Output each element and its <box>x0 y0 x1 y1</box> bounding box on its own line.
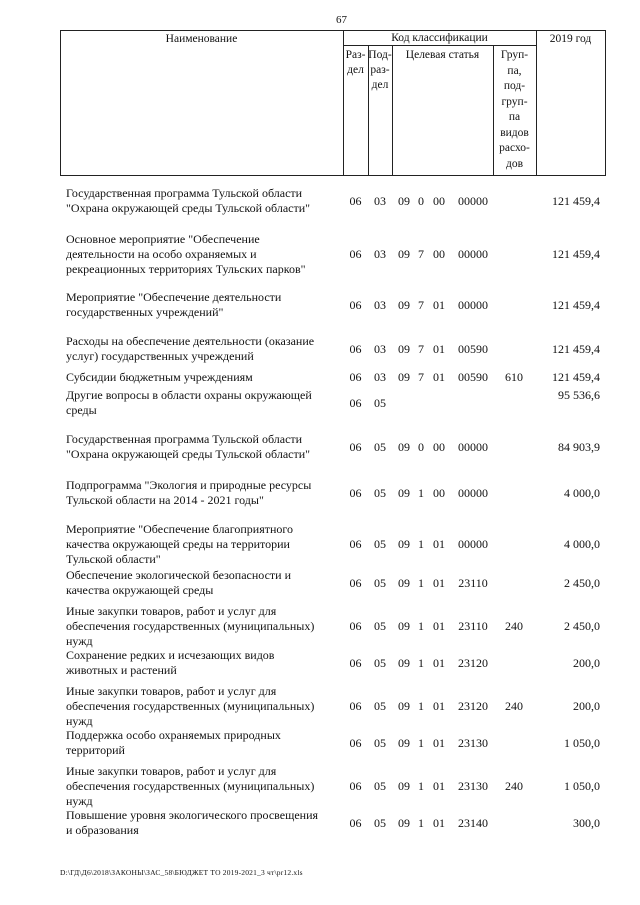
target-event-code: 01 <box>433 370 445 384</box>
row-name: Поддержка особо охраняемых природных территорий <box>66 728 281 757</box>
target-direction-code: 00000 <box>458 486 488 500</box>
amount-2019: 1 050,0 <box>564 736 600 750</box>
target-subprogram-code: 7 <box>418 298 424 312</box>
target-program-code: 09 <box>398 779 410 793</box>
amount-2019: 4 000,0 <box>564 486 600 500</box>
table-row <box>60 232 606 277</box>
target-program-code: 09 <box>398 537 410 551</box>
target-subprogram-code: 1 <box>418 736 424 750</box>
header-subsection: Под- раз- дел <box>368 49 392 91</box>
target-program-code: 09 <box>398 619 410 633</box>
section-code: 06 <box>349 298 362 312</box>
subsection-code: 05 <box>374 537 386 551</box>
target-direction-code: 23130 <box>458 736 488 750</box>
target-event-code: 01 <box>433 619 445 633</box>
subsection-code: 05 <box>374 656 386 670</box>
subsection-code: 03 <box>374 342 386 356</box>
subsection-code: 05 <box>374 440 386 454</box>
amount-2019: 4 000,0 <box>564 537 600 551</box>
target-direction-code: 00590 <box>458 370 488 384</box>
target-event-code: 00 <box>433 486 445 500</box>
section-code: 06 <box>349 736 362 750</box>
section-code: 06 <box>349 486 362 500</box>
subsection-code: 05 <box>374 736 386 750</box>
amount-2019: 200,0 <box>573 656 600 670</box>
target-direction-code: 23130 <box>458 779 488 793</box>
subsection-code: 03 <box>374 298 386 312</box>
target-subprogram-code: 7 <box>418 342 424 356</box>
target-event-code: 01 <box>433 779 445 793</box>
target-program-code: 09 <box>398 370 410 384</box>
header-bottom-border <box>60 175 606 176</box>
table-row <box>60 684 606 729</box>
header-code-group: Код классификации <box>391 32 488 44</box>
section-code: 06 <box>349 194 362 208</box>
amount-2019: 1 050,0 <box>564 779 600 793</box>
target-subprogram-code: 0 <box>418 440 424 454</box>
target-direction-code: 00000 <box>458 537 488 551</box>
target-subprogram-code: 1 <box>418 656 424 670</box>
page-number: 67 <box>336 14 347 26</box>
target-subprogram-code: 7 <box>418 247 424 261</box>
target-direction-code: 23120 <box>458 699 488 713</box>
target-program-code: 09 <box>398 576 410 590</box>
amount-2019: 300,0 <box>573 816 600 830</box>
target-subprogram-code: 1 <box>418 779 424 793</box>
row-name: Основное мероприятие "Обеспечение деятельности на особо охраняемых и рекреационных территориях Тульских парков" <box>66 232 306 276</box>
table-header <box>60 30 606 176</box>
amount-2019: 121 459,4 <box>552 342 600 356</box>
target-program-code: 09 <box>398 816 410 830</box>
target-program-code: 09 <box>398 194 410 208</box>
expense-group-code: 610 <box>505 370 523 384</box>
target-subprogram-code: 1 <box>418 699 424 713</box>
amount-2019: 2 450,0 <box>564 576 600 590</box>
target-event-code: 01 <box>433 298 445 312</box>
header-name: Наименование <box>165 33 238 45</box>
subsection-code: 05 <box>374 779 386 793</box>
row-name: Иные закупки товаров, работ и услуг для обеспечения государственных (муниципальных) нужд <box>66 684 315 728</box>
target-direction-code: 00000 <box>458 194 488 208</box>
subsection-code: 05 <box>374 576 386 590</box>
target-event-code: 01 <box>433 736 445 750</box>
table-row <box>60 370 606 385</box>
target-subprogram-code: 7 <box>418 370 424 384</box>
subsection-code: 05 <box>374 699 386 713</box>
target-direction-code: 00590 <box>458 342 488 356</box>
expense-group-code: 240 <box>505 699 523 713</box>
header-border-left <box>60 30 61 176</box>
target-direction-code: 23120 <box>458 656 488 670</box>
target-event-code: 01 <box>433 537 445 551</box>
target-direction-code: 23110 <box>458 576 488 590</box>
target-subprogram-code: 1 <box>418 576 424 590</box>
expense-group-code: 240 <box>505 779 523 793</box>
target-direction-code: 23110 <box>458 619 488 633</box>
target-program-code: 09 <box>398 736 410 750</box>
row-name: Государственная программа Тульской области "Охрана окружающей среды Тульской области" <box>66 186 311 215</box>
target-event-code: 01 <box>433 576 445 590</box>
target-subprogram-code: 1 <box>418 537 424 551</box>
target-program-code: 09 <box>398 298 410 312</box>
target-direction-code: 00000 <box>458 247 488 261</box>
target-event-code: 00 <box>433 247 445 261</box>
subsection-code: 05 <box>374 816 386 830</box>
subsection-code: 03 <box>374 247 386 261</box>
target-program-code: 09 <box>398 486 410 500</box>
amount-2019: 121 459,4 <box>552 298 600 312</box>
row-name: Подпрограмма "Экология и природные ресурсы Тульской области на 2014 - 2021 годы" <box>66 478 312 507</box>
row-name: Мероприятие "Обеспечение деятельности государственных учреждений" <box>66 290 282 319</box>
header-border-right <box>605 30 606 176</box>
table-row <box>60 808 606 838</box>
header-target-article: Целевая статья <box>405 49 480 61</box>
section-code: 06 <box>349 779 362 793</box>
row-name: Мероприятие "Обеспечение благоприятного качества окружающей среды на территории Тульской области" <box>66 522 294 566</box>
header-expense-group: Груп- па, под- груп- па видов расхо- дов <box>499 49 530 170</box>
header-border-code <box>536 30 537 176</box>
target-subprogram-code: 1 <box>418 486 424 500</box>
section-code: 06 <box>349 342 362 356</box>
section-code: 06 <box>349 699 362 713</box>
table-row <box>60 568 606 598</box>
row-name: Иные закупки товаров, работ и услуг для обеспечения государственных (муниципальных) нужд <box>66 764 315 808</box>
table-row <box>60 728 606 758</box>
target-program-code: 09 <box>398 699 410 713</box>
target-program-code: 09 <box>398 342 410 356</box>
target-direction-code: 00000 <box>458 440 488 454</box>
target-subprogram-code: 0 <box>418 194 424 208</box>
target-event-code: 01 <box>433 699 445 713</box>
row-name: Государственная программа Тульской области "Охрана окружающей среды Тульской области" <box>66 432 311 461</box>
amount-2019: 200,0 <box>573 699 600 713</box>
subsection-code: 05 <box>374 619 386 633</box>
file-path-footer: D:\ГД\Д6\2018\ЗАКОНЫ\ЗАС_58\БЮДЖЕТ ТО 2019-2021_3 чт\pr12.xls <box>60 868 303 877</box>
target-event-code: 00 <box>433 440 445 454</box>
row-name: Сохранение редких и исчезающих видов животных и растений <box>66 648 275 677</box>
row-name: Обеспечение экологической безопасности и качества окружающей среды <box>66 568 292 597</box>
section-code: 06 <box>349 537 362 551</box>
subsection-code: 03 <box>374 194 386 208</box>
section-code: 06 <box>349 247 362 261</box>
target-program-code: 09 <box>398 247 410 261</box>
row-name: Субсидии бюджетным учреждениям <box>66 370 253 384</box>
section-code: 06 <box>349 440 362 454</box>
amount-2019: 121 459,4 <box>552 370 600 384</box>
table-row <box>60 522 606 567</box>
target-event-code: 00 <box>433 194 445 208</box>
amount-2019: 95 536,6 <box>558 388 600 402</box>
table-row <box>60 186 606 216</box>
table-row <box>60 764 606 809</box>
table-row <box>60 604 606 649</box>
table-row <box>60 334 606 364</box>
amount-2019: 121 459,4 <box>552 194 600 208</box>
table-row <box>60 432 606 462</box>
table-row <box>60 648 606 678</box>
target-event-code: 01 <box>433 656 445 670</box>
row-name: Другие вопросы в области охраны окружающей среды <box>66 388 312 417</box>
section-code: 06 <box>349 619 362 633</box>
subsection-code: 05 <box>374 486 386 500</box>
section-code: 06 <box>349 656 362 670</box>
target-program-code: 09 <box>398 440 410 454</box>
table-row <box>60 388 606 418</box>
amount-2019: 2 450,0 <box>564 619 600 633</box>
row-name: Повышение уровня экологического просвещения и образования <box>66 808 319 837</box>
target-subprogram-code: 1 <box>418 816 424 830</box>
table-row <box>60 478 606 508</box>
header-border-subsection <box>392 45 393 176</box>
subsection-code: 05 <box>374 396 386 410</box>
target-event-code: 01 <box>433 342 445 356</box>
row-name: Расходы на обеспечение деятельности (оказание услуг) государственных учреждений <box>66 334 315 363</box>
target-program-code: 09 <box>398 656 410 670</box>
header-year: 2019 год <box>549 33 592 45</box>
section-code: 06 <box>349 396 362 410</box>
target-subprogram-code: 1 <box>418 619 424 633</box>
subsection-code: 03 <box>374 370 386 384</box>
row-name: Иные закупки товаров, работ и услуг для обеспечения государственных (муниципальных) нужд <box>66 604 315 648</box>
target-event-code: 01 <box>433 816 445 830</box>
amount-2019: 84 903,9 <box>558 440 600 454</box>
table-row <box>60 290 606 320</box>
amount-2019: 121 459,4 <box>552 247 600 261</box>
section-code: 06 <box>349 370 362 384</box>
expense-group-code: 240 <box>505 619 523 633</box>
section-code: 06 <box>349 816 362 830</box>
target-direction-code: 23140 <box>458 816 488 830</box>
section-code: 06 <box>349 576 362 590</box>
target-direction-code: 00000 <box>458 298 488 312</box>
header-section: Раз- дел <box>345 49 366 76</box>
